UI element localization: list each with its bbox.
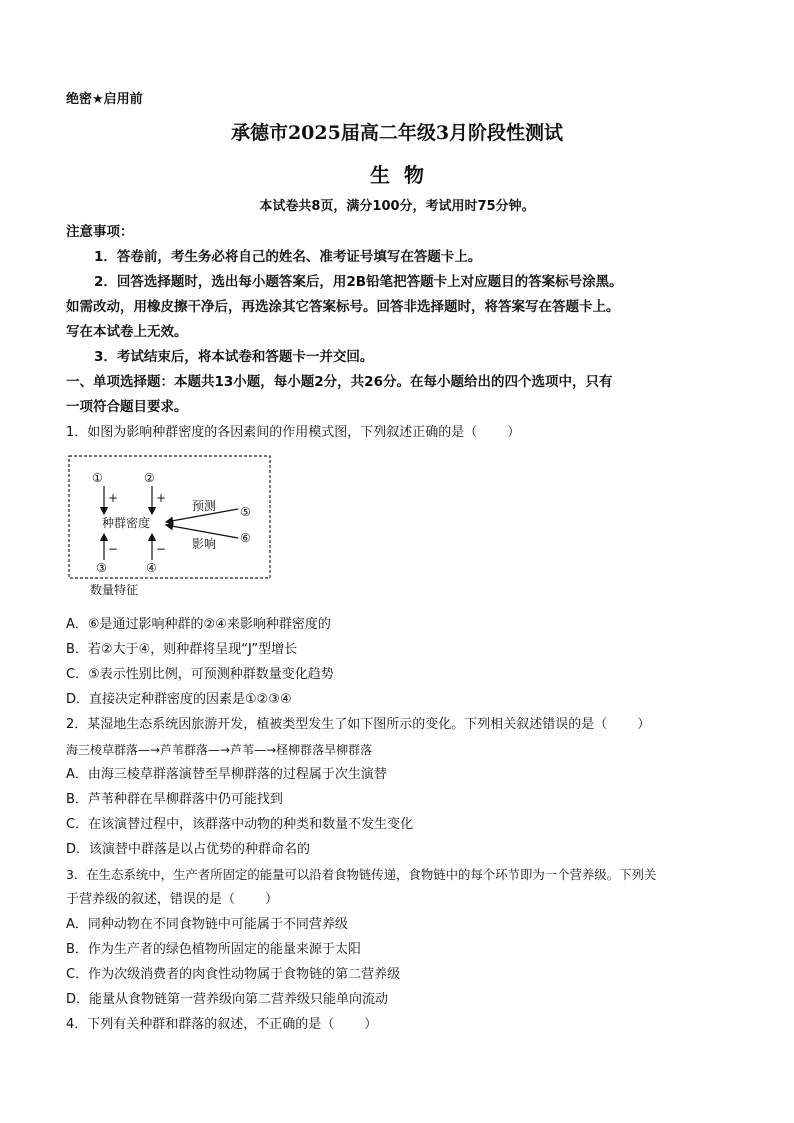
notice-line: 3．考试结束后，将本试卷和答题卡一并交回。 bbox=[94, 349, 374, 365]
option-b: B．芦苇种群在旱柳群落中仍可能找到 bbox=[66, 792, 283, 807]
factor-3-label: ③ bbox=[96, 561, 107, 575]
diagram-caption: 数量特征 bbox=[90, 583, 139, 597]
page-title: 承德市2025届高二年级3月阶段性测试 bbox=[230, 122, 564, 144]
question-2-stem: 2．某湿地生态系统因旅游开发，植被类型发生了如下图所示的变化。下列相关叙述错误的是（ bbox=[66, 717, 608, 732]
population-density-label: 种群密度 bbox=[102, 516, 151, 530]
question-stem bbox=[66, 891, 278, 909]
notice-line: 写在本试卷上无效。 bbox=[66, 324, 188, 340]
secret-label: 绝密★启用前 bbox=[66, 92, 143, 107]
factor-4-label: ④ bbox=[146, 561, 157, 575]
option-d: D．该演替中群落是以占优势的种群命名的 bbox=[66, 842, 311, 857]
option-a: A．⑥是通过影响种群的②④来影响种群密度的 bbox=[66, 617, 331, 632]
factor-5-label: ⑤ bbox=[240, 505, 251, 519]
minus-sign-2: − bbox=[156, 542, 167, 556]
subject-title: 生物 bbox=[370, 163, 438, 187]
question-3-stem-end: ） bbox=[265, 892, 279, 907]
question-4-stem: 4．下列有关种群和群落的叙述，不正确的是（ bbox=[66, 1017, 335, 1032]
option-d: D．直接决定种群密度的因素是①②③④ bbox=[66, 692, 292, 707]
plus-sign-1: + bbox=[108, 491, 119, 505]
option-c: C．在该演替过程中，该群落中动物的种类和数量不发生变化 bbox=[66, 817, 414, 832]
notice-line: 如需改动，用橡皮擦干净后，再选涂其它答案标号。回答非选择题时，将答案写在答题卡上。 bbox=[66, 299, 620, 315]
question-4-stem-end: ） bbox=[364, 1017, 378, 1032]
predict-label: 预测 bbox=[192, 499, 217, 513]
notice-line: 2．回答选择题时，选出每小题答案后，用2B铅笔把答题卡上对应题目的答案标号涂黑。 bbox=[94, 274, 623, 290]
option-d: D．能量从食物链第一营养级向第二营养级只能单向流动 bbox=[66, 992, 389, 1007]
notice-heading: 注意事项： bbox=[66, 224, 134, 240]
factor-6-label: ⑥ bbox=[240, 531, 251, 545]
question-3-stem-cont: 于营养级的叙述，错误的是（ bbox=[66, 892, 236, 907]
factor-2-label: ② bbox=[144, 471, 155, 485]
succession-flow: 海三棱草群落—→芦苇群落—→芦苇—→柽柳群落旱柳群落 bbox=[66, 743, 373, 757]
population-density-diagram bbox=[66, 452, 280, 600]
question-stem bbox=[66, 716, 650, 734]
option-a: A．同种动物在不同食物链中可能属于不同营养级 bbox=[66, 917, 348, 932]
minus-sign-1: − bbox=[108, 542, 119, 556]
question-1-stem-end: ） bbox=[507, 425, 521, 440]
section-heading: 一、单项选择题：本题共13小题，每小题2分，共26分。在每小题给出的四个选项中，只有 bbox=[66, 374, 613, 390]
option-c: C．作为次级消费者的肉食性动物属于食物链的第二营养级 bbox=[66, 967, 401, 982]
exam-info: 本试卷共8页，满分100分，考试用时75分钟。 bbox=[259, 199, 535, 214]
affect-label: 影响 bbox=[192, 537, 217, 551]
plus-sign-2: + bbox=[156, 491, 167, 505]
option-b: B．若②大于④，则种群将呈现“J”型增长 bbox=[66, 642, 298, 657]
section-heading-cont: 一项符合题目要求。 bbox=[66, 399, 188, 415]
option-c: C．⑤表示性别比例，可预测种群数量变化趋势 bbox=[66, 667, 334, 682]
question-stem bbox=[66, 1016, 377, 1034]
question-stem bbox=[66, 424, 520, 442]
notice-line: 1．答卷前，考生务必将自己的姓名、准考证号填写在答题卡上。 bbox=[94, 249, 482, 265]
option-a: A．由海三棱草群落演替至旱柳群落的过程属于次生演替 bbox=[66, 767, 387, 782]
question-2-stem-end: ） bbox=[637, 717, 651, 732]
option-b: B．作为生产者的绿色植物所固定的能量来源于太阳 bbox=[66, 942, 361, 957]
question-1-stem: 1．如图为影响种群密度的各因素间的作用模式图，下列叙述正确的是（ bbox=[66, 425, 478, 440]
question-3-stem: 3．在生态系统中，生产者所固定的能量可以沿着食物链传递，食物链中的每个环节即为一个营养级。下列关 bbox=[66, 867, 657, 882]
factor-1-label: ① bbox=[92, 471, 103, 485]
